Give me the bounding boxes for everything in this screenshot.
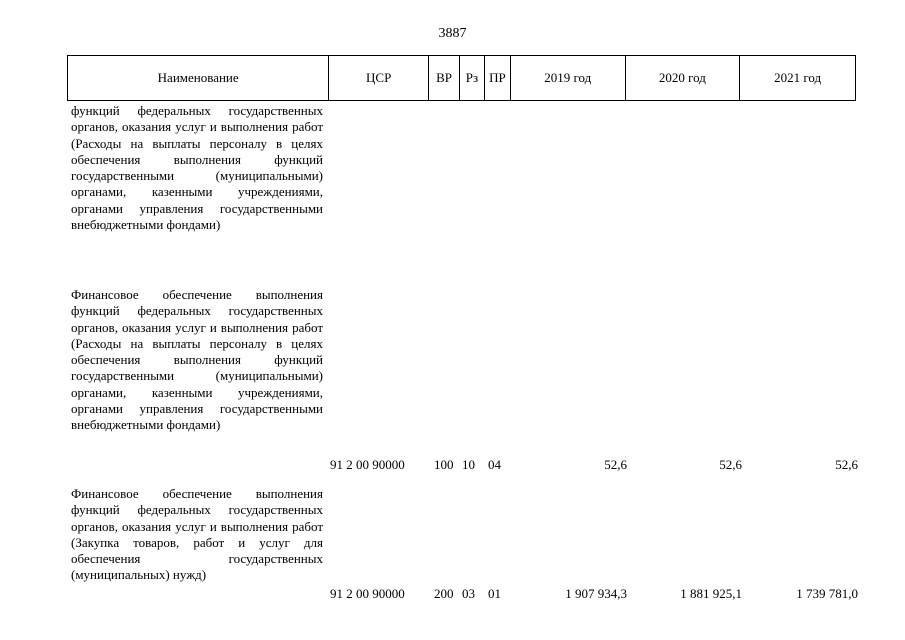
row-2020-2: 1 881 925,1 [680,586,742,601]
row-rz-1: 10 [462,457,475,472]
row-name-0: функций федеральных государственных органов, оказания услуг и выполнения работ (Расходы на выплаты персоналу в целях обеспечения выполнения функций государственными (муниципальными) органами, казенными учреждениями, органами управления государственными внебюджетными фондами) [71,103,323,233]
header-2020: 2020 год [626,56,741,100]
header-pr: ПР [485,56,511,100]
header-name: Наименование [68,56,329,100]
row-pr-2: 01 [488,586,501,601]
row-2019-1: 52,6 [604,457,627,472]
row-csr-1: 91 2 00 90000 [330,457,405,472]
header-rz: Рз [460,56,485,100]
table-header [67,55,856,101]
header-2019: 2019 год [511,56,626,100]
header-csr: ЦСР [329,56,429,100]
row-rz-2: 03 [462,586,475,601]
page-number: 3887 [438,26,467,41]
header-vr: ВР [429,56,460,100]
row-2020-1: 52,6 [719,457,742,472]
header-2021: 2021 год [774,70,822,85]
row-2021-2: 1 739 781,0 [796,586,858,601]
row-2019-2: 1 907 934,3 [565,586,627,601]
row-vr-1: 100 [434,457,454,472]
row-name-2: Финансовое обеспечение выполнения функций федеральных государственных органов, оказания услуг и выполнения работ (Закупка товаров, работ и услуг для обеспечения государственных (муниципальных) нужд) [71,486,323,583]
row-pr-1: 04 [488,457,501,472]
row-csr-2: 91 2 00 90000 [330,586,405,601]
row-name-1: Финансовое обеспечение выполнения функций федеральных государственных органов, оказания услуг и выполнения работ (Расходы на выплаты персоналу в целях обеспечения выполнения функций государственными (муниципальными) органами, казенными учреждениями, органами управления государственными внебюджетными фондами) [71,287,323,433]
row-vr-2: 200 [434,586,454,601]
row-2021-1: 52,6 [835,457,858,472]
